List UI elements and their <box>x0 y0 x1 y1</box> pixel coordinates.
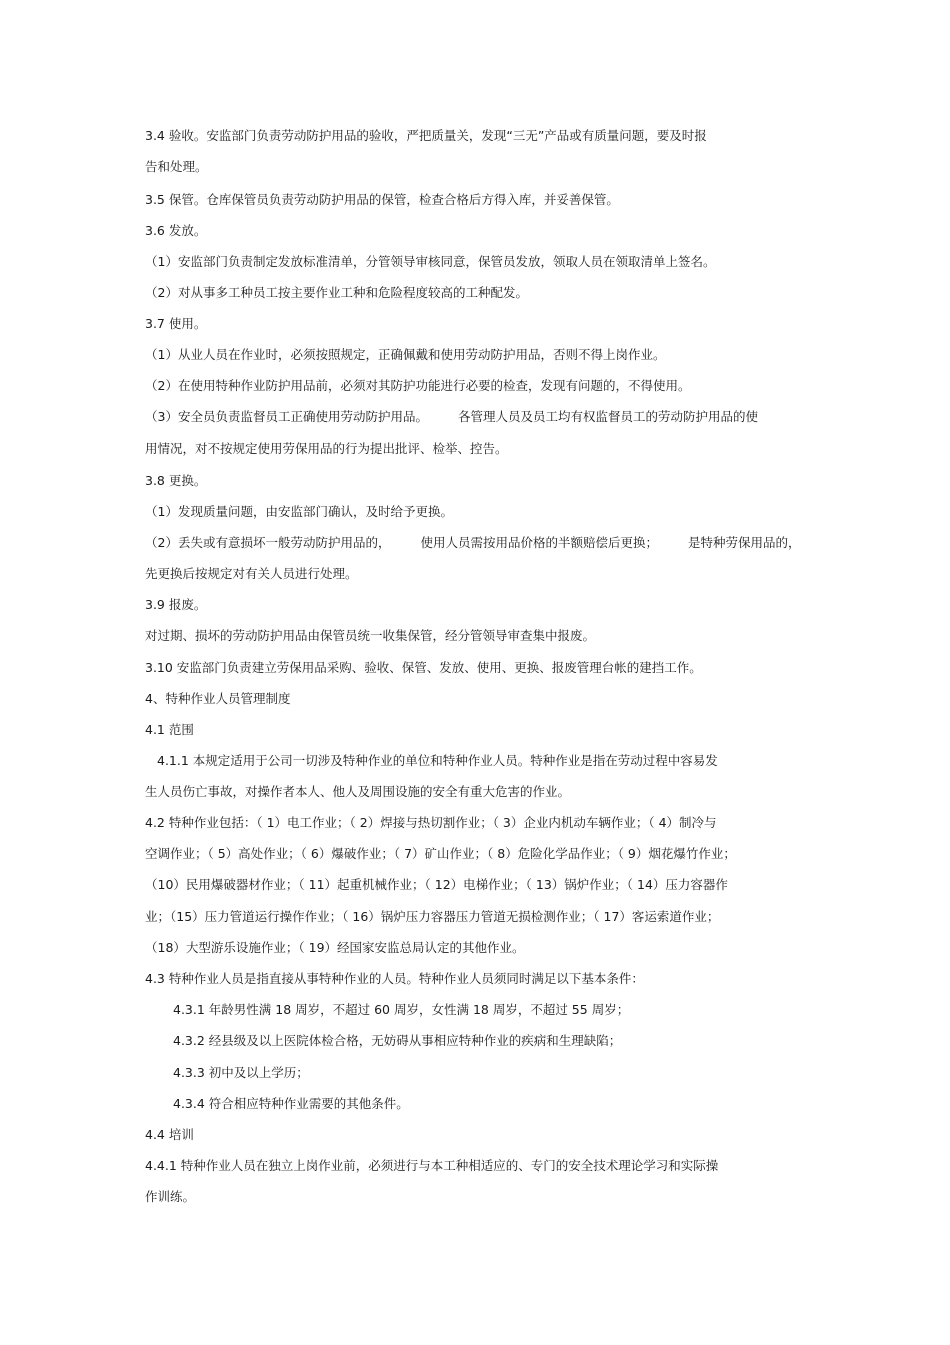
paragraph-4-2-line-2: 空调作业；（ 5）高处作业；（ 6）爆破作业；（ 7）矿山作业；（ 8）危险化学品作业；（ 9）烟花爆竹作业； <box>145 846 736 861</box>
item-3-8-1: （1）发现质量问题，由安监部门确认，及时给予更换。 <box>145 504 453 519</box>
item-3-7-1: （1）从业人员在作业时，必须按照规定，正确佩戴和使用劳动防护用品，否则不得上岗作业。 <box>145 347 666 362</box>
item-3-7-2: （2）在使用特种作业防护用品前，必须对其防护功能进行必要的检查，发现有问题的，不得使用。 <box>145 378 691 393</box>
heading-3-9: 3.9 报废。 <box>145 597 207 612</box>
paragraph-4-3: 4.3 特种作业人员是指直接从事特种作业的人员。特种作业人员须同时满足以下基本条件： <box>145 971 644 986</box>
item-3-8-2-part-b: 使用人员需按用品价格的半额赔偿后更换； <box>420 535 658 550</box>
paragraph-4-2-line-1: 4.2 特种作业包括：（ 1）电工作业；（ 2）焊接与热切割作业；（ 3）企业内机动车辆作业；（ 4）制冷与 <box>145 815 717 830</box>
item-4-3-1: 4.3.1 年龄男性满 18 周岁，不超过 60 周岁，女性满 18 周岁，不超过 55 周岁； <box>173 1002 630 1017</box>
item-3-6-1: （1）安监部门负责制定发放标准清单，分管领导审核同意，保管员发放，领取人员在领取清单上签名。 <box>145 254 716 269</box>
paragraph-4-2-line-5: （18）大型游乐设施作业；（ 19）经国家安监总局认定的其他作业。 <box>145 940 525 955</box>
item-3-8-2-part-a: （2）丢失或有意损坏一般劳动防护用品的， <box>145 535 391 550</box>
heading-3-8: 3.8 更换。 <box>145 473 207 488</box>
paragraph-3-10: 3.10 安监部门负责建立劳保用品采购、验收、保管、发放、使用、更换、报废管理台帐的建挡工作。 <box>145 660 702 675</box>
item-3-7-3-part-b: 各管理人员及员工均有权监督员工的劳动防护用品的使 <box>457 409 758 424</box>
heading-3-6: 3.6 发放。 <box>145 223 207 238</box>
item-3-7-3-part-a: （3）安全员负责监督员工正确使用劳动防护用品。 <box>145 409 428 424</box>
paragraph-4-2-line-4: 业；（15）压力管道运行操作作业；（ 16）锅炉压力容器压力管道无损检测作业；（ 17）客运索道作业； <box>145 909 720 924</box>
paragraph-4-4-1-line-1: 4.4.1 特种作业人员在独立上岗作业前，必须进行与本工种相适应的、专门的安全技术理论学习和实际操 <box>145 1158 719 1173</box>
paragraph-4-2-line-3: （10）民用爆破器材作业；（ 11）起重机械作业；（ 12）电梯作业；（ 13）锅炉作业；（ 14）压力容器作 <box>145 877 728 892</box>
paragraph-3-4-line-2: 告和处理。 <box>145 159 208 174</box>
heading-3-7: 3.7 使用。 <box>145 316 207 331</box>
item-3-7-3-line-2: 用情况，对不按规定使用劳保用品的行为提出批评、检举、控告。 <box>145 441 508 456</box>
paragraph-3-4-line-1: 3.4 验收。安监部门负责劳动防护用品的验收，严把质量关，发现“三无”产品或有质量问题，要及时报 <box>145 128 707 143</box>
item-3-8-2-part-c: 是特种劳保用品的， <box>687 535 801 550</box>
item-3-8-2-line-1 <box>145 535 801 551</box>
paragraph-3-5: 3.5 保管。仓库保管员负责劳动防护用品的保管，检查合格后方得入库，并妥善保管。 <box>145 192 619 207</box>
item-3-6-2: （2）对从事多工种员工按主要作业工种和危险程度较高的工种配发。 <box>145 285 528 300</box>
heading-4-4: 4.4 培训 <box>145 1127 194 1142</box>
item-3-8-2-line-2: 先更换后按规定对有关人员进行处理。 <box>145 566 358 581</box>
heading-4-1: 4.1 范围 <box>145 722 194 737</box>
paragraph-3-9: 对过期、损坏的劳动防护用品由保管员统一收集保管，经分管领导审查集中报废。 <box>145 628 596 643</box>
section-4-heading: 4、特种作业人员管理制度 <box>145 691 291 706</box>
paragraph-4-4-1-line-2: 作训练。 <box>145 1189 196 1204</box>
item-4-3-4: 4.3.4 符合相应特种作业需要的其他条件。 <box>173 1096 409 1111</box>
paragraph-4-1-1-line-2: 生人员伤亡事故，对操作者本人、他人及周围设施的安全有重大危害的作业。 <box>145 784 571 799</box>
item-3-7-3-line-1 <box>145 409 758 425</box>
item-4-3-2: 4.3.2 经县级及以上医院体检合格，无妨碍从事相应特种作业的疾病和生理缺陷； <box>173 1033 622 1048</box>
item-4-3-3: 4.3.3 初中及以上学历； <box>173 1065 309 1080</box>
paragraph-4-1-1-line-1: 4.1.1 本规定适用于公司一切涉及特种作业的单位和特种作业人员。特种作业是指在劳动过程中容易发 <box>157 753 718 768</box>
